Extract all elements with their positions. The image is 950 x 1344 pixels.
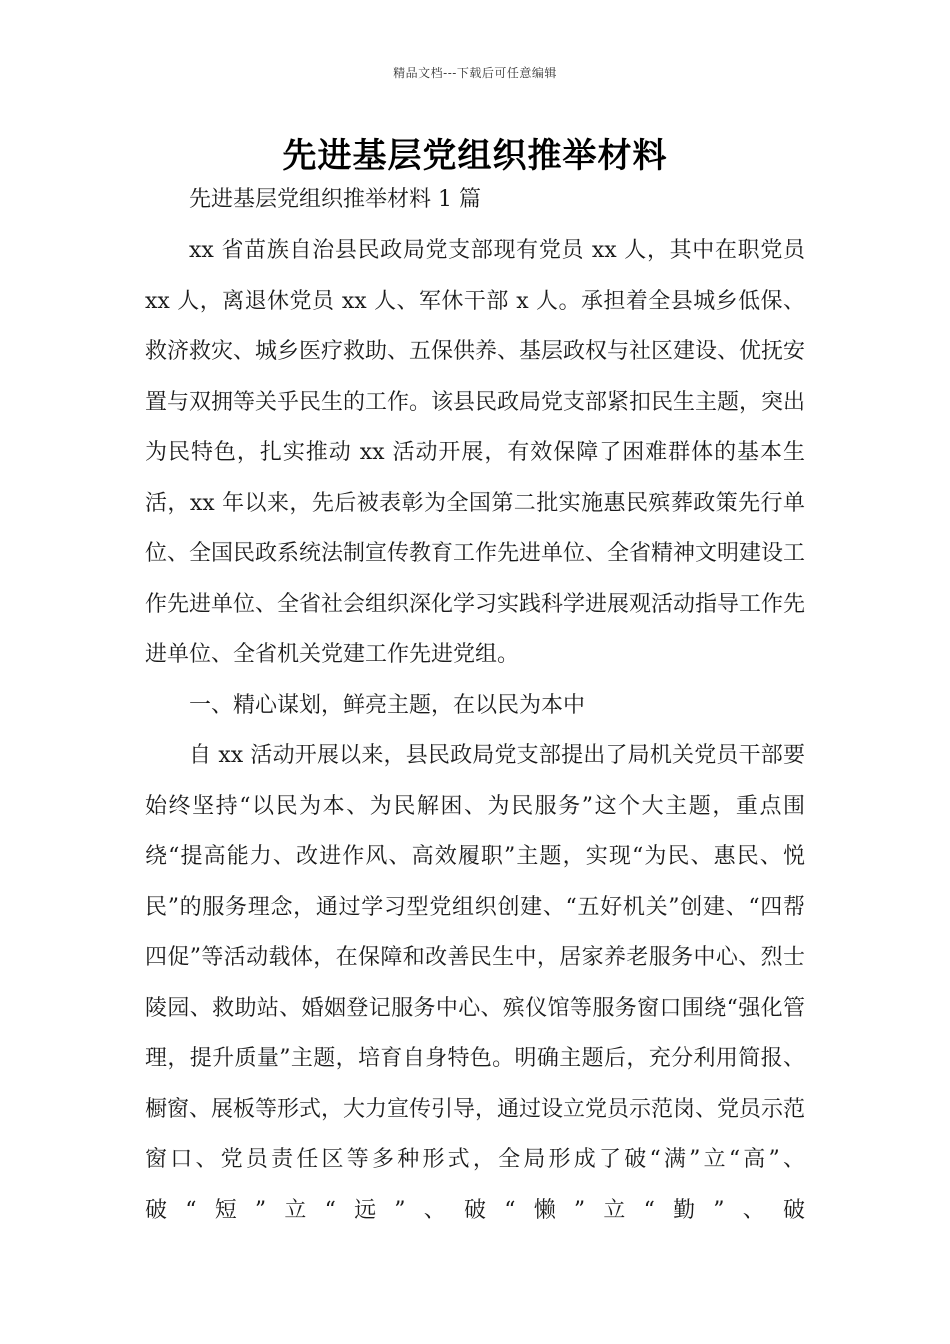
document-title: 先进基层党组织推举材料 [282,136,668,176]
paragraph: 自 xx 活动开展以来，县民政局党支部提出了局机关党员干部要始终坚持“以民为本、为民解困、为民服务”这个大主题，重点围绕“提高能力、改进作风、高效履职”主题，实现“为民、惠民、悦民”的服务理念，通过学习型党组织创建、“五好机关”创建、“四帮四促”等活动载体，在保障和改善民生中，居家养老服务中心、烈士陵园、救助站、婚姻登记服务中心、殡仪馆等服务窗口围绕“强化管理，提升质量”主题，培育自身特色。明确主题后，充分利用简报、橱窗、展板等形式，大力宣传引导，通过设立党员示范岗、党员示范窗口、党员责任区等多种形式，全局形成了破“满”立“高”、破“短”立“远”、破“懒”立“勤”、破 [145,743,806,1223]
header-note: 精品文档---下载后可任意编辑 [393,66,557,80]
document-body [145,178,805,1236]
document-subtitle: 先进基层党组织推举材料 1 篇 [189,187,481,212]
paragraph: xx 省苗族自治县民政局党支部现有党员 xx 人，其中在职党员 xx 人，离退休党员 xx 人、军休干部 x 人。承担着全县城乡低保、救济救灾、城乡医疗救助、五保供养、基层政权与社区建设、优抚安置与双拥等关乎民生的工作。该县民政局党支部紧扣民生主题，突出为民特色，扎实推动 xx 活动开展，有效保障了困难群体的基本生活，xx 年以来，先后被表彰为全国第二批实施惠民殡葬政策先行单位、全国民政系统法制宣传教育工作先进单位、全省精神文明建设工作先进单位、全省社会组织深化学习实践科学进展观活动指导工作先进单位、全省机关党建工作先进党组。 [145,238,806,667]
section-heading: 一、精心谋划，鲜亮主题，在以民为本中 [189,692,586,718]
